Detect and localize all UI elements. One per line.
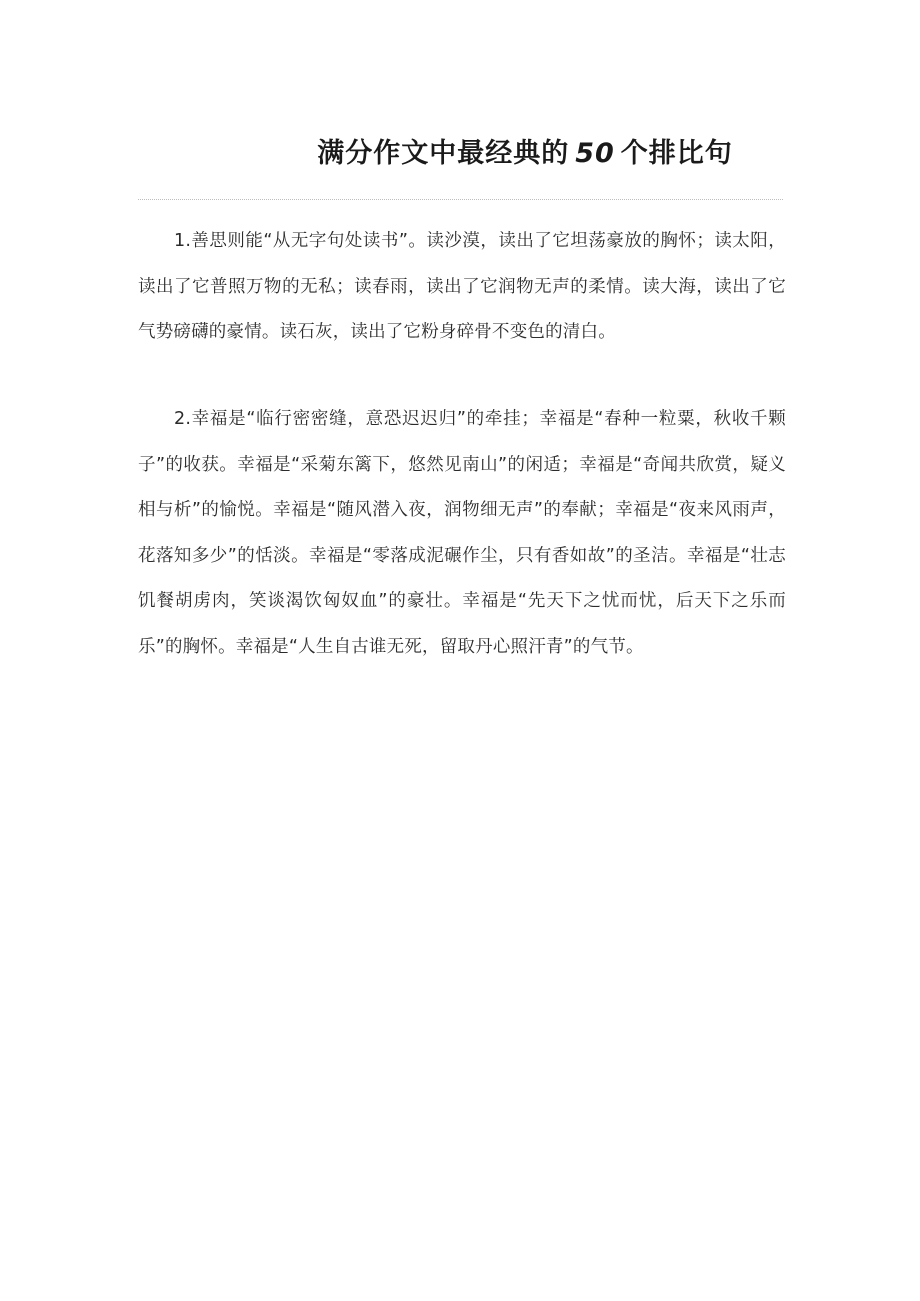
title-prefix: 满分作文中最经典的 <box>317 138 570 169</box>
title-number: 50 <box>575 138 615 169</box>
title-divider <box>138 199 783 200</box>
title-suffix: 个排比句 <box>620 138 733 169</box>
paragraph-2: 2.幸福是“临行密密缝，意恐迟迟归”的牵挂；幸福是“春种一粒粟，秋收千颗子”的收获。幸福是“采菊东篱下，悠然见南山”的闲适；幸福是“奇闻共欣赏，疑义相与析”的愉悦。幸福是“随风潜入夜，润物细无声”的奉献；幸福是“夜来风雨声，花落知多少”的恬淡。幸福是“零落成泥碾作尘，只有香如故”的圣洁。幸福是“壮志饥餐胡虏肉，笑谈渴饮匈奴血”的豪壮。幸福是“先天下之忧而忧，后天下之乐而乐”的胸怀。幸福是“人生自古谁无死，留取丹心照汗青”的气节。 <box>138 409 786 657</box>
paragraph-1: 1.善思则能“从无字句处读书”。读沙漠，读出了它坦荡豪放的胸怀；读太阳，读出了它普照万物的无私；读春雨，读出了它润物无声的柔情。读大海，读出了它气势磅礴的豪情。读石灰，读出了它粉身碎骨不变色的清白。 <box>138 231 786 342</box>
document-title <box>0 132 920 176</box>
